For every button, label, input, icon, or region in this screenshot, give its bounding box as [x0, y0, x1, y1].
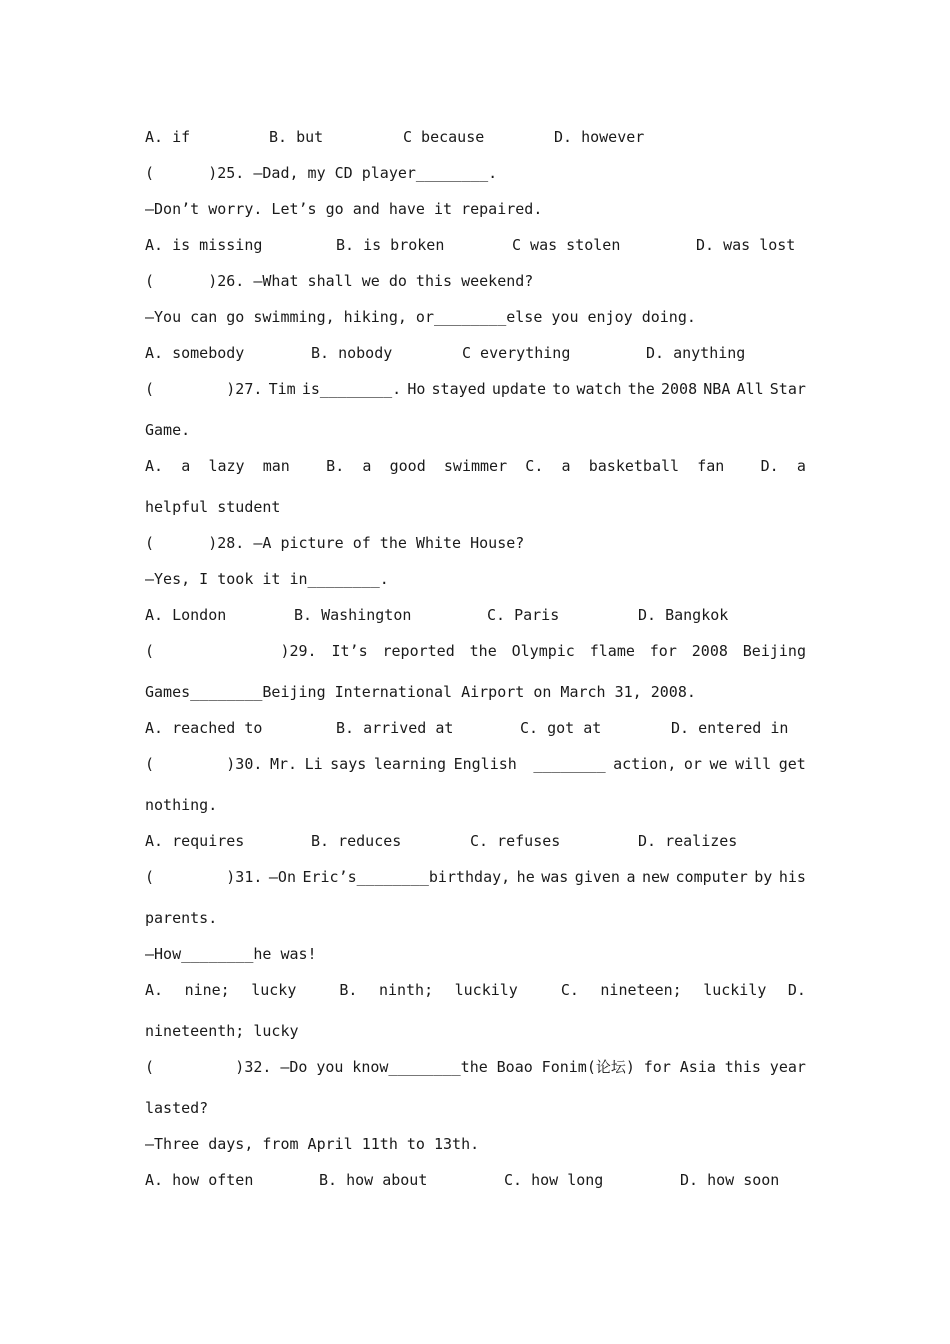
- option-b: B. Washington: [294, 606, 412, 624]
- word: a: [626, 868, 636, 886]
- option-b: B. reduces: [311, 832, 402, 850]
- option-d: D. however: [554, 128, 645, 146]
- word: he: [516, 868, 535, 886]
- option-a: A. is missing: [145, 236, 263, 254]
- blank: ________: [524, 755, 606, 773]
- word: fan: [697, 457, 725, 475]
- word: update: [491, 380, 547, 398]
- option-b: B. nobody: [311, 344, 393, 362]
- answer-line-32: —Three days, from April 11th to 13th.: [145, 1135, 480, 1153]
- answer-line-25: —Don’t worry. Let’s go and have it repaired.: [145, 200, 543, 218]
- word: is________.: [301, 380, 402, 398]
- word: swimmer: [443, 457, 508, 475]
- answer-line-26: —You can go swimming, hiking, or________else you enjoy doing.: [145, 308, 696, 326]
- word: action,: [613, 755, 677, 773]
- word: for: [649, 642, 677, 660]
- option-d: D. entered in: [671, 719, 789, 737]
- word: ninth;: [378, 981, 434, 999]
- word: will: [735, 755, 772, 773]
- question-32: [145, 1058, 806, 1076]
- option-c: C. got at: [520, 719, 602, 737]
- word: Ho: [407, 380, 426, 398]
- word: Fonim(论坛): [541, 1058, 635, 1076]
- word: A.: [145, 981, 164, 999]
- question-28: ( )28. —A picture of the White House?: [145, 534, 525, 552]
- word: by: [754, 868, 773, 886]
- option-b: B. arrived at: [336, 719, 454, 737]
- word: B.: [339, 981, 358, 999]
- word: we: [709, 755, 728, 773]
- question-30-continued: nothing.: [145, 796, 218, 814]
- option-a: A. how often: [145, 1171, 254, 1189]
- word: Eric’s________birthday,: [302, 868, 511, 886]
- word: Boao: [496, 1058, 533, 1076]
- word: D.: [760, 457, 779, 475]
- word: Tim: [268, 380, 296, 398]
- word: luckily: [703, 981, 767, 999]
- word: for: [643, 1058, 671, 1076]
- word: year: [769, 1058, 806, 1076]
- word: ( )29.: [145, 642, 317, 660]
- option-b: B. how about: [319, 1171, 428, 1189]
- word: C.: [560, 981, 579, 999]
- question-32-continued: lasted?: [145, 1099, 209, 1117]
- word: ( )30.: [145, 755, 263, 773]
- word: stayed: [431, 380, 486, 398]
- word: Li: [304, 755, 323, 773]
- word: flame: [589, 642, 635, 660]
- word: basketball: [588, 457, 680, 475]
- question-27-continued: Game.: [145, 421, 191, 439]
- option-c: C everything: [462, 344, 571, 362]
- word: 2008: [661, 380, 698, 398]
- question-31: [145, 868, 806, 886]
- word: man: [262, 457, 290, 475]
- word: All: [736, 380, 764, 398]
- option-d: D. Bangkok: [638, 606, 729, 624]
- word: lucky: [251, 981, 297, 999]
- word: new: [641, 868, 670, 886]
- word: nineteen;: [600, 981, 682, 999]
- word: Mr.: [269, 755, 298, 773]
- word: English: [453, 755, 517, 773]
- question-26: ( )26. —What shall we do this weekend?: [145, 272, 534, 290]
- word: a: [362, 457, 372, 475]
- word: given: [574, 868, 620, 886]
- word: B.: [326, 457, 345, 475]
- option-d: D. was lost: [696, 236, 796, 254]
- word: or: [683, 755, 702, 773]
- option-c: C. Paris: [487, 606, 560, 624]
- option-c: C was stolen: [512, 236, 621, 254]
- word: Star: [769, 380, 806, 398]
- word: a: [561, 457, 571, 475]
- word: was: [541, 868, 569, 886]
- option-d: D. anything: [646, 344, 746, 362]
- word: his: [778, 868, 806, 886]
- word: reported: [382, 642, 455, 660]
- answer-line-31: —How________he was!: [145, 945, 317, 963]
- options-q31: [145, 981, 806, 999]
- word: you: [316, 1058, 344, 1076]
- option-a: A. somebody: [145, 344, 245, 362]
- word: D.: [787, 981, 806, 999]
- options-q27-continued: helpful student: [145, 498, 281, 516]
- word: computer: [675, 868, 748, 886]
- question-25: ( )25. —Dad, my CD player________.: [145, 164, 498, 182]
- word: ( )32.: [145, 1058, 272, 1076]
- word: Asia: [679, 1058, 716, 1076]
- word: —Do: [280, 1058, 308, 1076]
- word: NBA: [703, 380, 731, 398]
- word: 2008: [691, 642, 728, 660]
- word: ( )27.: [145, 380, 263, 398]
- question-27: [145, 380, 806, 398]
- word: lazy: [208, 457, 245, 475]
- word: says: [330, 755, 367, 773]
- option-d: D. realizes: [638, 832, 738, 850]
- word: good: [389, 457, 426, 475]
- option-b: B. but: [269, 128, 324, 146]
- word: Beijing: [742, 642, 806, 660]
- option-d: D. how soon: [680, 1171, 780, 1189]
- option-a: A. reached to: [145, 719, 263, 737]
- option-c: C. refuses: [470, 832, 561, 850]
- word: A.: [145, 457, 164, 475]
- word: —On: [268, 868, 296, 886]
- word: Olympic: [511, 642, 575, 660]
- option-c: C because: [403, 128, 485, 146]
- option-b: B. is broken: [336, 236, 445, 254]
- word: learning: [373, 755, 447, 773]
- word: ( )31.: [145, 868, 263, 886]
- option-a: A. requires: [145, 832, 245, 850]
- option-c: C. how long: [504, 1171, 604, 1189]
- word: nine;: [184, 981, 230, 999]
- word: to: [552, 380, 571, 398]
- word: a: [181, 457, 191, 475]
- word: the: [627, 380, 655, 398]
- options-q31-continued: nineteenth; lucky: [145, 1022, 299, 1040]
- word: C.: [525, 457, 544, 475]
- word: watch: [576, 380, 622, 398]
- option-a: A. if: [145, 128, 191, 146]
- question-31-continued: parents.: [145, 909, 218, 927]
- word: the: [469, 642, 497, 660]
- word: this: [724, 1058, 761, 1076]
- answer-line-28: —Yes, I took it in________.: [145, 570, 389, 588]
- word: a: [796, 457, 806, 475]
- options-q27: [145, 457, 806, 475]
- word: get: [778, 755, 806, 773]
- word: luckily: [454, 981, 518, 999]
- question-29-continued: Games________Beijing International Airport on March 31, 2008.: [145, 683, 696, 701]
- word: know________the: [352, 1058, 488, 1076]
- question-29: [145, 642, 806, 660]
- question-30: [145, 755, 806, 773]
- word: It’s: [331, 642, 368, 660]
- option-a: A. London: [145, 606, 227, 624]
